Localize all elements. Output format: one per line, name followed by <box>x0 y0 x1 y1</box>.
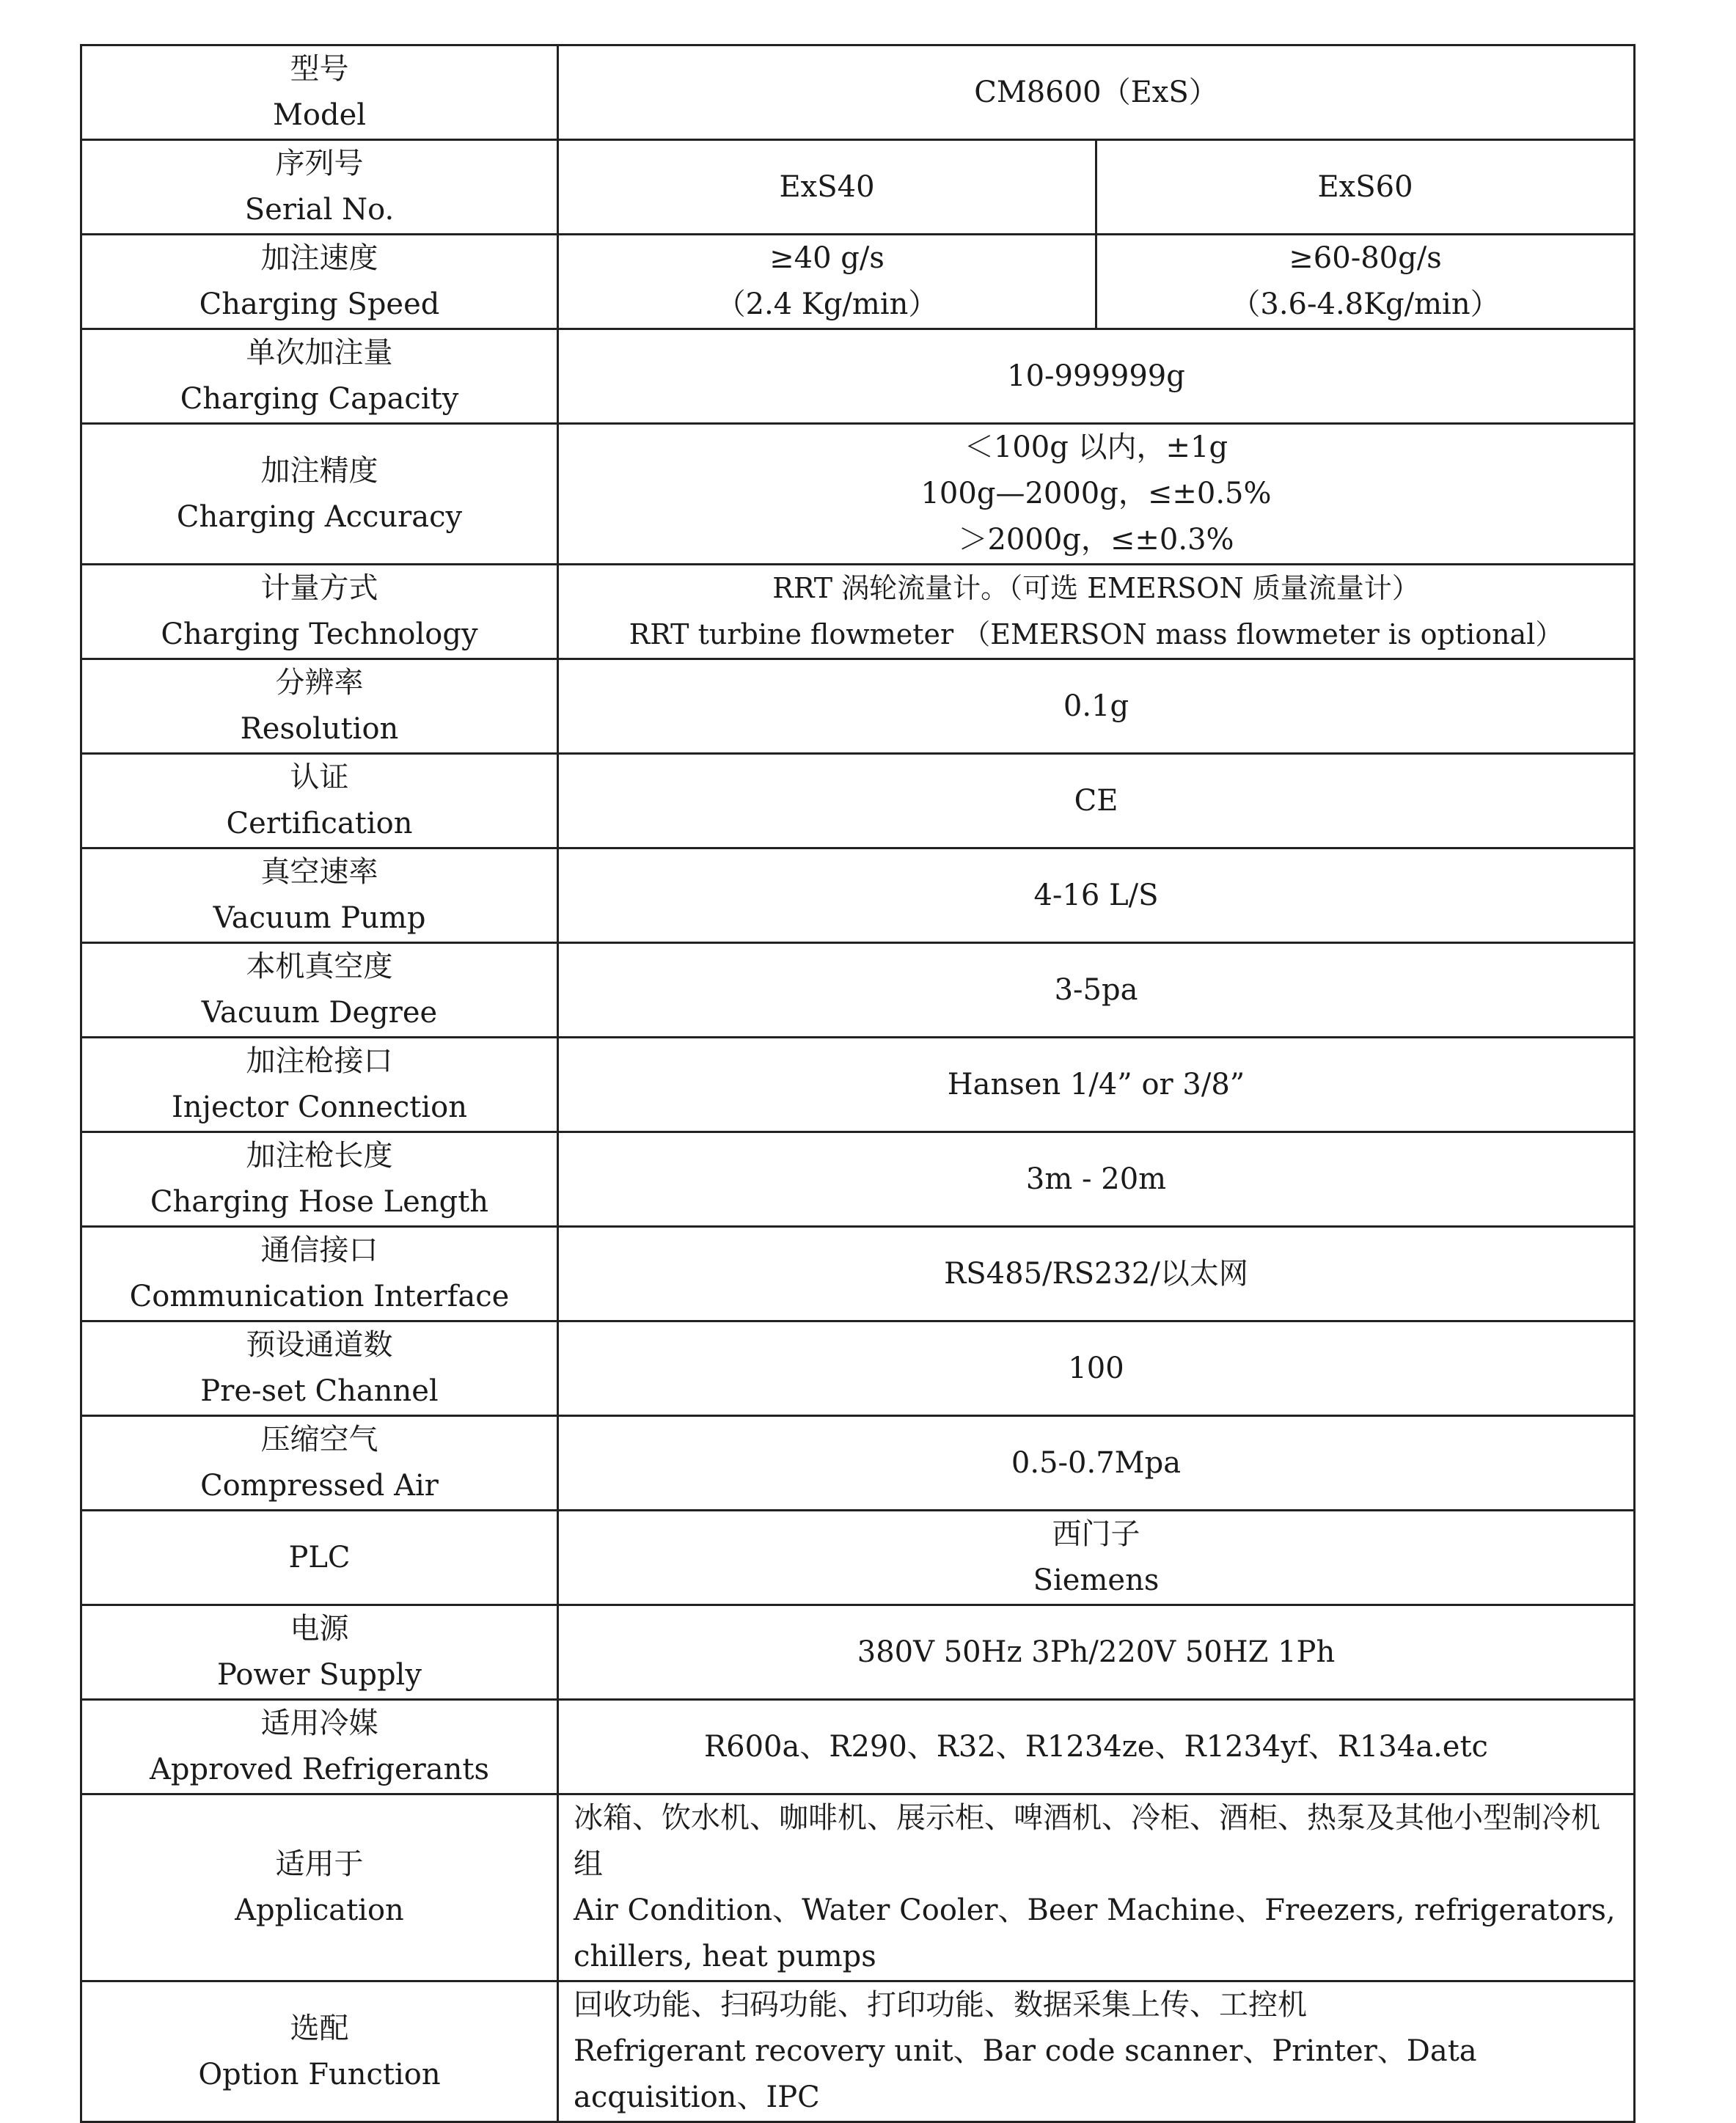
row-capacity <box>81 329 1635 424</box>
row-technology <box>81 565 1635 659</box>
label-technology: 计量方式 Charging Technology <box>81 565 558 659</box>
label-injector: 加注枪接口 Injector Connection <box>81 1038 558 1132</box>
value-certification: CE <box>558 754 1635 848</box>
label-vacuum-pump: 真空速率 Vacuum Pump <box>81 848 558 943</box>
row-power <box>81 1605 1635 1700</box>
row-refrigerants <box>81 1700 1635 1794</box>
row-air <box>81 1416 1635 1511</box>
value-power: 380V 50Hz 3Ph/220V 50HZ 1Ph <box>558 1605 1635 1700</box>
value-vacuum-degree: 3-5pa <box>558 943 1635 1038</box>
value-speed-exs40: ≥40 g/s （2.4 Kg/min） <box>558 235 1096 329</box>
label-refrigerants: 适用冷媒 Approved Refrigerants <box>81 1700 558 1794</box>
label-application: 适用于 Application <box>81 1794 558 1981</box>
value-refrigerants: R600a、R290、R32、R1234ze、R1234yf、R134a.etc <box>558 1700 1635 1794</box>
value-capacity: 10-999999g <box>558 329 1635 424</box>
spec-table <box>80 44 1636 2123</box>
row-model <box>81 45 1635 140</box>
label-serial: 序列号 Serial No. <box>81 140 558 235</box>
value-technology: RRT 涡轮流量计。（可选 EMERSON 质量流量计） RRT turbine flowmeter （EMERSON mass flowmeter is optional） <box>558 565 1635 659</box>
row-resolution <box>81 659 1635 754</box>
label-power: 电源 Power Supply <box>81 1605 558 1700</box>
label-model: 型号 Model <box>81 45 558 140</box>
row-accuracy <box>81 424 1635 565</box>
label-option: 选配 Option Function <box>81 1981 558 2122</box>
label-communication: 通信接口 Communication Interface <box>81 1227 558 1321</box>
value-hose: 3m - 20m <box>558 1132 1635 1227</box>
value-serial-exs60: ExS60 <box>1096 140 1635 235</box>
value-air: 0.5-0.7Mpa <box>558 1416 1635 1511</box>
value-application: 冰箱、饮水机、咖啡机、展示柜、啤酒机、冷柜、酒柜、热泵及其他小型制冷机组 Air Condition、Water Cooler、Beer Machine、Freezers, refrigerators, chillers, heat pumps <box>558 1794 1635 1981</box>
row-plc <box>81 1511 1635 1605</box>
value-resolution: 0.1g <box>558 659 1635 754</box>
row-option <box>81 1981 1635 2122</box>
value-option: 回收功能、扫码功能、打印功能、数据采集上传、工控机 Refrigerant recovery unit、Bar code scanner、Printer、Data acquisition、IPC <box>558 1981 1635 2122</box>
label-plc: PLC <box>81 1511 558 1605</box>
row-vacuum-pump <box>81 848 1635 943</box>
label-capacity: 单次加注量 Charging Capacity <box>81 329 558 424</box>
label-air: 压缩空气 Compressed Air <box>81 1416 558 1511</box>
value-vacuum-pump: 4-16 L/S <box>558 848 1635 943</box>
row-serial <box>81 140 1635 235</box>
label-certification: 认证 Certification <box>81 754 558 848</box>
value-injector: Hansen 1/4” or 3/8” <box>558 1038 1635 1132</box>
row-certification <box>81 754 1635 848</box>
value-serial-exs40: ExS40 <box>558 140 1096 235</box>
label-hose: 加注枪长度 Charging Hose Length <box>81 1132 558 1227</box>
row-channel <box>81 1321 1635 1416</box>
row-speed <box>81 235 1635 329</box>
label-resolution: 分辨率 Resolution <box>81 659 558 754</box>
value-plc: 西门子 Siemens <box>558 1511 1635 1605</box>
row-injector <box>81 1038 1635 1132</box>
value-accuracy: ＜100g 以内，±1g 100g—2000g，≤±0.5% ＞2000g，≤±0.3% <box>558 424 1635 565</box>
label-speed: 加注速度 Charging Speed <box>81 235 558 329</box>
value-speed-exs60: ≥60-80g/s （3.6-4.8Kg/min） <box>1096 235 1635 329</box>
label-vacuum-degree: 本机真空度 Vacuum Degree <box>81 943 558 1038</box>
row-communication <box>81 1227 1635 1321</box>
value-communication: RS485/RS232/以太网 <box>558 1227 1635 1321</box>
row-hose <box>81 1132 1635 1227</box>
row-vacuum-degree <box>81 943 1635 1038</box>
label-accuracy: 加注精度 Charging Accuracy <box>81 424 558 565</box>
label-channel: 预设通道数 Pre-set Channel <box>81 1321 558 1416</box>
value-channel: 100 <box>558 1321 1635 1416</box>
row-application <box>81 1794 1635 1981</box>
value-model: CM8600（ExS） <box>558 45 1635 140</box>
